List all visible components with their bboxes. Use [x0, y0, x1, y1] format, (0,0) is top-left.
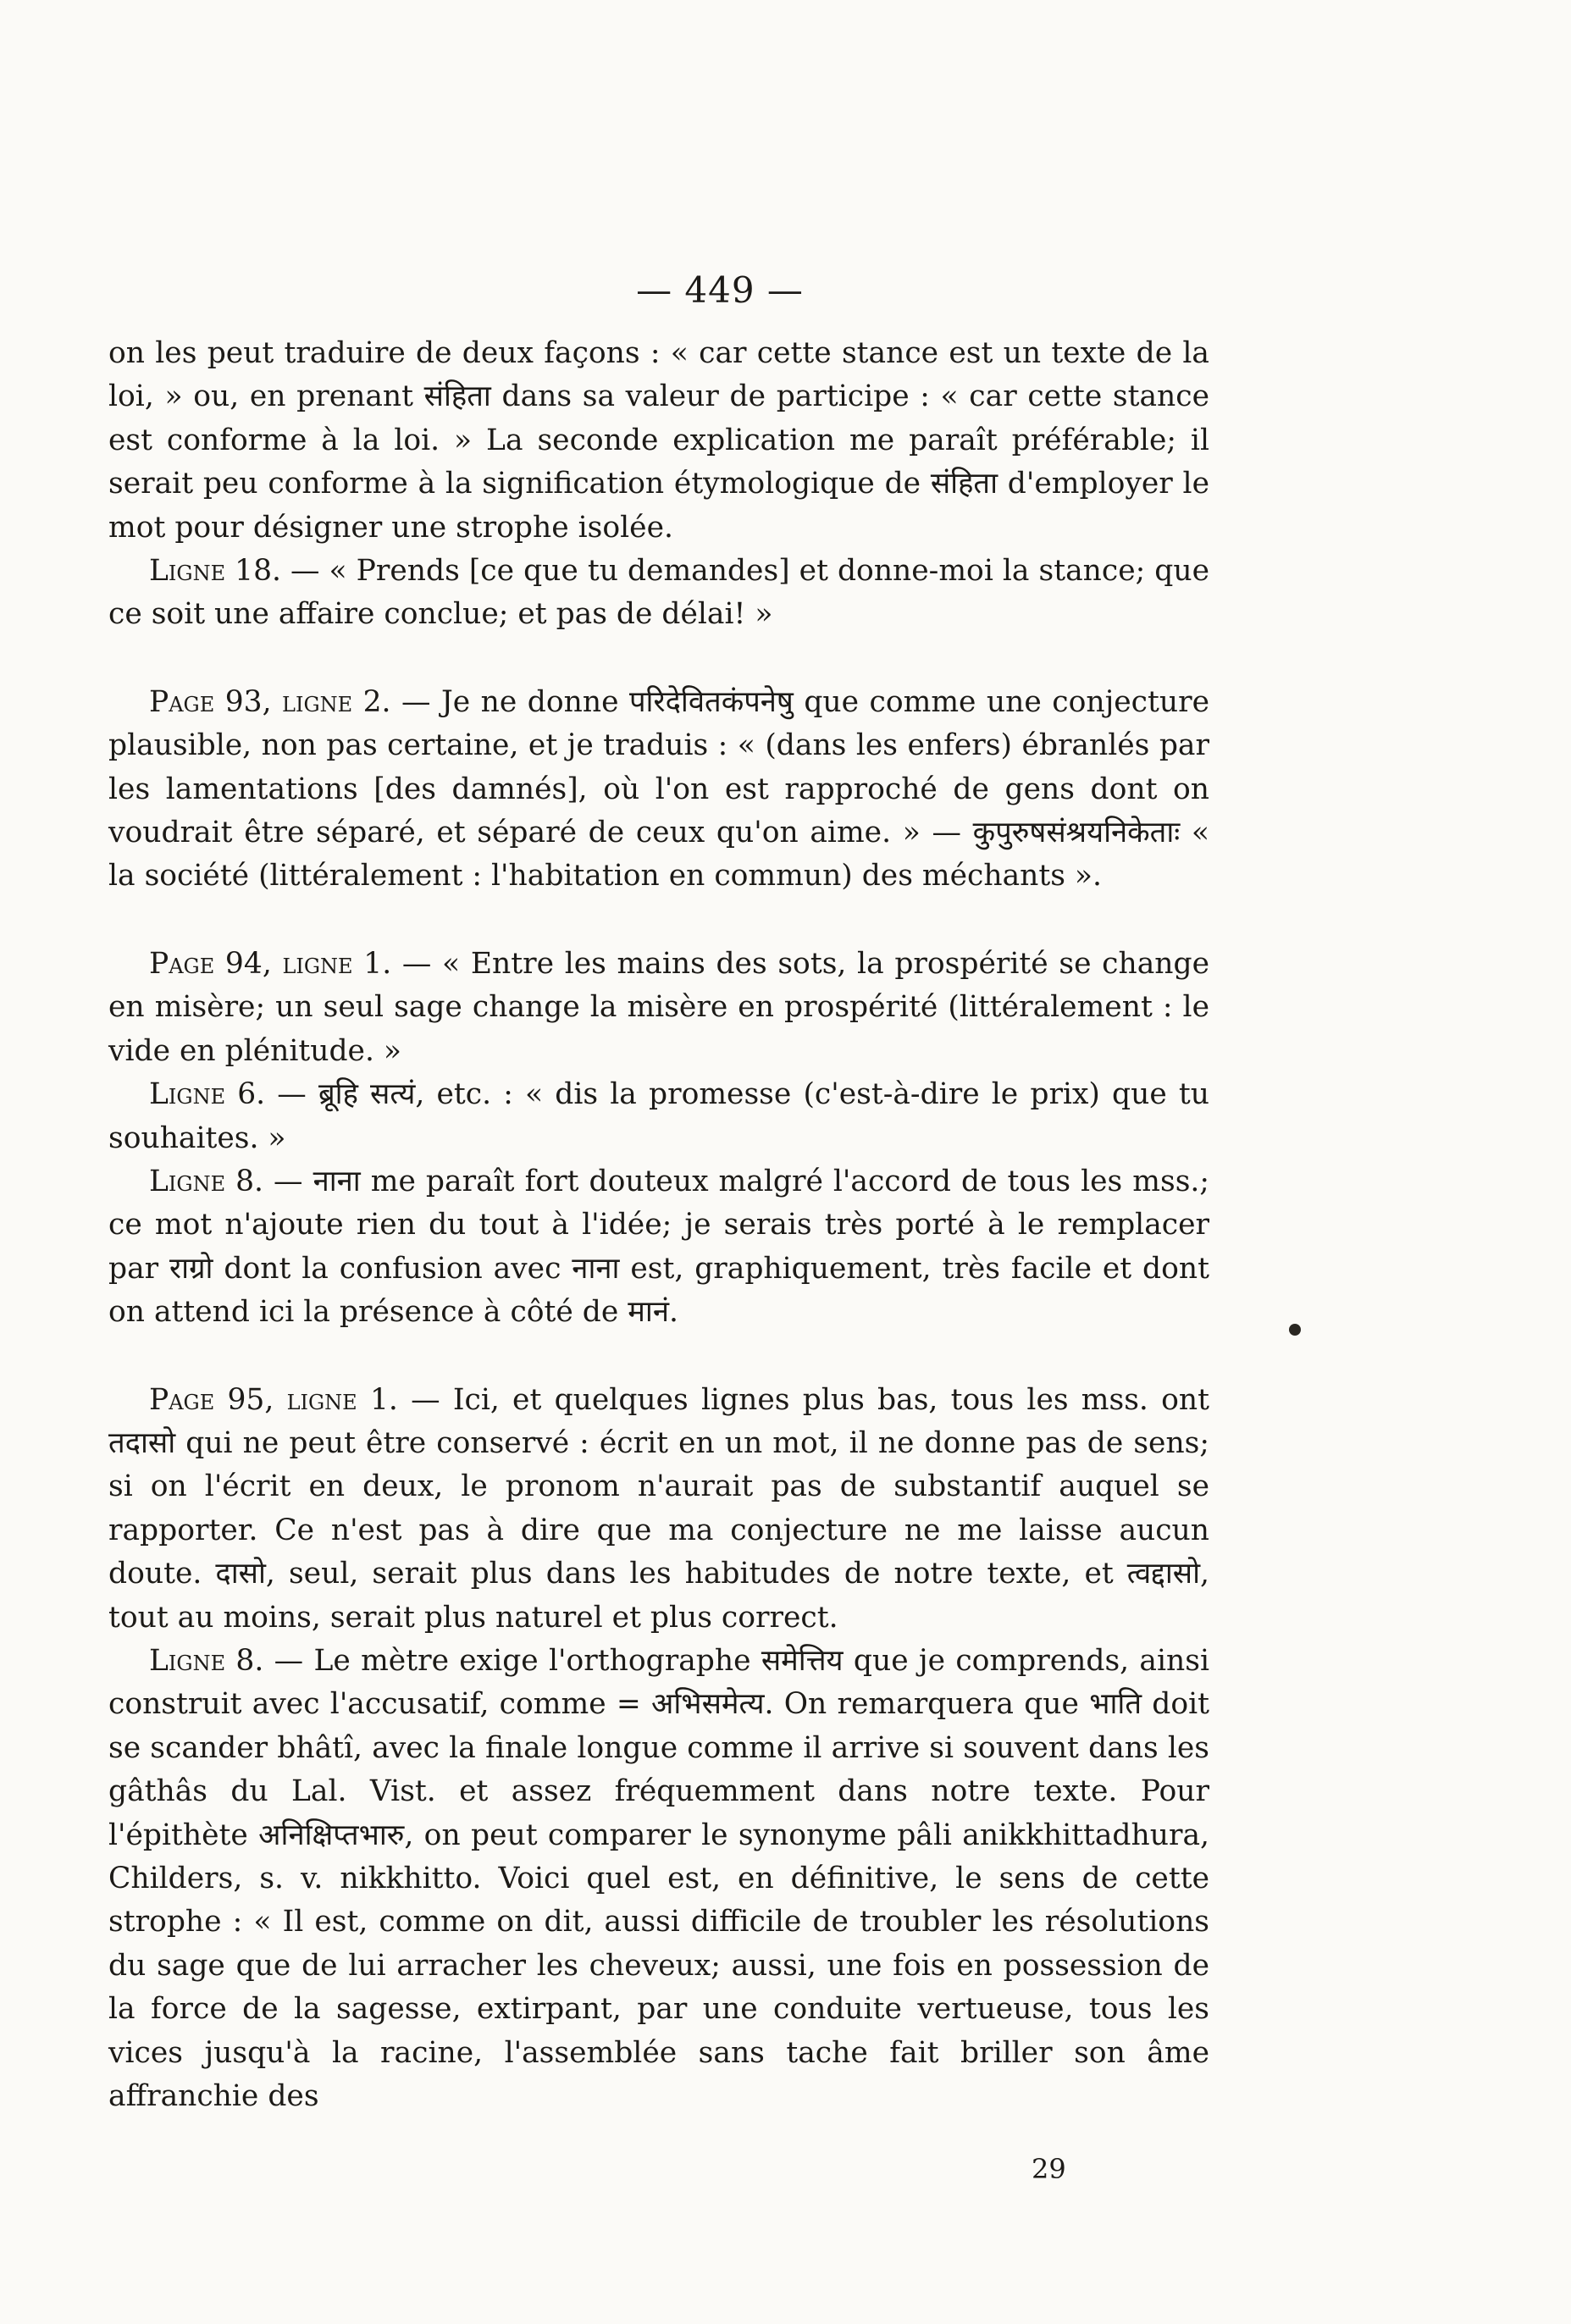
page-number: — 449 —: [636, 269, 804, 311]
paragraph-lead: Ligne 8.: [149, 1164, 264, 1198]
paragraph-lead: Page 93, ligne 2.: [149, 684, 391, 719]
paragraph: [108, 943, 1209, 1073]
paragraph-text: — ब्रूहि सत्यं, etc. : « dis la promesse (c'est-à-dire le prix) que tu souhaites. »: [108, 1077, 1209, 1155]
paragraph-lead: Ligne 6.: [149, 1077, 266, 1112]
paragraph-text: on les peut traduire de deux façons : « car cette stance est un texte de la loi, » ou, en prenant संहिता dans sa valeur de participe : « car cette stance est conforme à la loi. » La seconde explication me paraît préférable; il serait peu conforme à la signification étymologique de संहिता d'employer le mot pour désigner une strophe isolée.: [108, 336, 1209, 545]
paragraph: [108, 332, 1209, 550]
paragraph-text: — Je ne donne परिदेवितकंपनेषु que comme une conjecture plausible, non pas certaine, et je traduis : « (dans les enfers) ébranlés par les lamentations [des damnés], où l'on est rapproché de gens dont on voudrait être séparé, et séparé de ceux qu'on aime. » — कुपुरुषसंश्रयनिकेताः « la société (littéralement : l'habitation en commun) des méchants ».: [108, 684, 1209, 894]
paragraph: [108, 681, 1209, 899]
paragraph: [108, 1640, 1209, 2118]
paragraph-text: — Ici, et quelques lignes plus bas, tous les mss. ont तदासो qui ne peut être conservé : écrit en un mot, il ne donne pas de sens; si on l'écrit en deux, le pronom n'aurait pas de substantif auquel se rapporter. Ce n'est pas à dire que ma conjecture ne me laisse aucun doute. दासो, seul, serait plus dans les habitudes de notre texte, et त्वद्दासो, tout au moins, serait plus naturel et plus correct.: [108, 1382, 1209, 1635]
paragraph-lead: Page 95, ligne 1.: [149, 1382, 398, 1417]
paragraph-text: — « Prends [ce que tu demandes] et donne-moi la stance; que ce soit une affaire conclue; et pas de délai! »: [108, 554, 1209, 632]
signature-mark: 29: [1032, 2153, 1066, 2185]
paragraph-lead: Ligne 18.: [149, 554, 281, 589]
paragraph: [108, 1379, 1209, 1640]
paragraph-lead: Page 94, ligne 1.: [149, 946, 392, 981]
paragraph-text: — नाना me paraît fort douteux malgré l'accord de tous les mss.; ce mot n'ajoute rien du tout à l'idée; je serais très porté à le remplacer par राग्रो dont la confusion avec नाना est, graphiquement, très facile et dont on attend ici la présence à côté de मानं.: [108, 1164, 1209, 1330]
paragraph: [108, 550, 1209, 637]
paragraph: [108, 1073, 1209, 1160]
ink-speck: [1289, 1324, 1301, 1336]
body-text: [108, 332, 1209, 2118]
paragraph-lead: Ligne 8.: [149, 1643, 264, 1678]
paragraph-text: — « Entre les mains des sots, la prospérité se change en misère; un seul sage change la misère en prospérité (littéralement : le vide en plénitude. »: [108, 946, 1210, 1068]
paragraph-text: — Le mètre exige l'orthographe समेत्तिय que je comprends, ainsi construit avec l'accusatif, comme = अभिसमेत्य. On remarquera que भाति doit se scander bhâtî, avec la finale longue comme il arrive si souvent dans les gâthâs du Lal. Vist. et assez fréquemment dans notre texte. Pour l'épithète अनिक्षिप्तभारु, on peut comparer le synonyme pâli anikkhittadhura, Childers, s. v. nikkhitto. Voici quel est, en définitive, le sens de cette strophe : « Il est, comme on dit, aussi difficile de troubler les résolutions du sage que de lui arracher les cheveux; aussi, une fois en possession de la force de la sagesse, extirpant, par une conduite vertueuse, tous les vices jusqu'à la racine, l'assemblée sans tache fait briller son âme affranchie des: [108, 1643, 1209, 2114]
paragraph: [108, 1160, 1209, 1335]
